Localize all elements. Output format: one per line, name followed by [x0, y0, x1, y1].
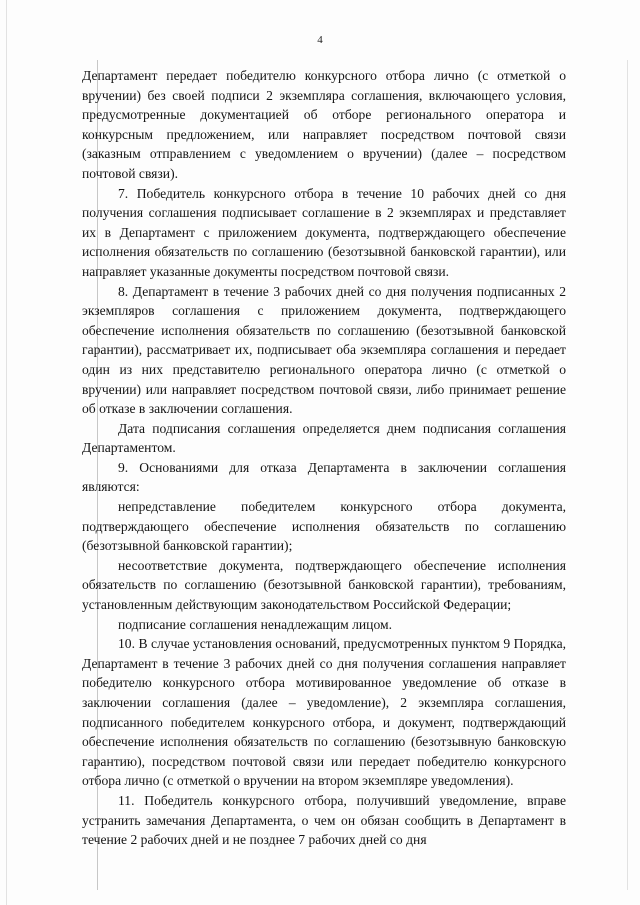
paragraph-11: 11. Победитель конкурсного отбора, получивший уведомление, вправе устранить замечания Департамента, о чем он обязан сообщить в Департамент в течение 2 рабочих дней и не позднее 7 рабочих дней со дня — [82, 792, 566, 848]
scan-edge-line — [6, 0, 7, 905]
paragraph-8: 8. Департамент в течение 3 рабочих дней со дня получения подписанных 2 экземпляров соглашения с приложением документа, подтверждающего обеспечение исполнения обязательств по соглашению (безотзывной банковской гарантии), рассматривает их, подписывает оба экземпляра соглашения и передает один из них представителю регионального оператора лично (с отметкой о вручении) или направляет посредством почтовой связи, либо принимает решение об отказе в заключении соглашения. — [82, 283, 566, 417]
paragraph-9-item-2: несоответствие документа, подтверждающего обеспечение исполнения обязательств по соглашению (безотзывной банковской гарантии), требованиям, установленным действующим законодательством Российской Федерации; — [82, 557, 566, 613]
paragraph-7: 7. Победитель конкурсного отбора в течение 10 рабочих дней со дня получения соглашения подписывает соглашение в 2 экземплярах и представляет их в Департамент с приложением документа, подтверждающего обеспечение исполнения обязательств по соглашению (безотзывной банковской гарантии), или направляет указанные документы посредством почтовой связи. — [82, 185, 566, 279]
document-body — [82, 66, 566, 850]
paragraph-10: 10. В случае установления оснований, предусмотренных пунктом 9 Порядка, Департамент в течение 3 рабочих дней со дня получения соглашения направляет победителю конкурсного отбора мотивированное уведомление об отказе в заключении соглашения (далее – уведомление), 2 экземпляра соглашения, подписанного победителем конкурсного отбора, и документ, подтверждающий обеспечение исполнения обязательств по соглашению (безотзывную банковскую гарантию), посредством почтовой связи или передает победителю конкурсного отбора лично (с отметкой о вручении на втором экземпляре уведомления). — [82, 636, 566, 789]
paragraph-9: 9. Основаниями для отказа Департамента в заключении соглашения являются: — [82, 459, 566, 495]
page-number: 4 — [317, 34, 323, 46]
paragraph-9-item-1: непредставление победителем конкурсного отбора документа, подтверждающего обеспечение исполнения обязательств по соглашению (безотзывной банковской гарантии); — [82, 499, 566, 554]
paragraph-9-item-3: подписание соглашения ненадлежащим лицом. — [118, 616, 392, 632]
paragraph-8-date: Дата подписания соглашения определяется днем подписания соглашения Департаментом. — [82, 420, 566, 456]
paragraph: Департамент передает победителю конкурсного отбора лично (с отметкой о вручении) без своей подписи 2 экземпляра соглашения, включающего условия, предусмотренные документацией об отборе регионального оператора и конкурсным предложением, или направляет посредством почтовой связи (заказным отправлением с уведомлением о вручении) (далее – посредством почтовой связи). — [82, 68, 566, 181]
scan-artifact-line-right — [627, 60, 628, 890]
